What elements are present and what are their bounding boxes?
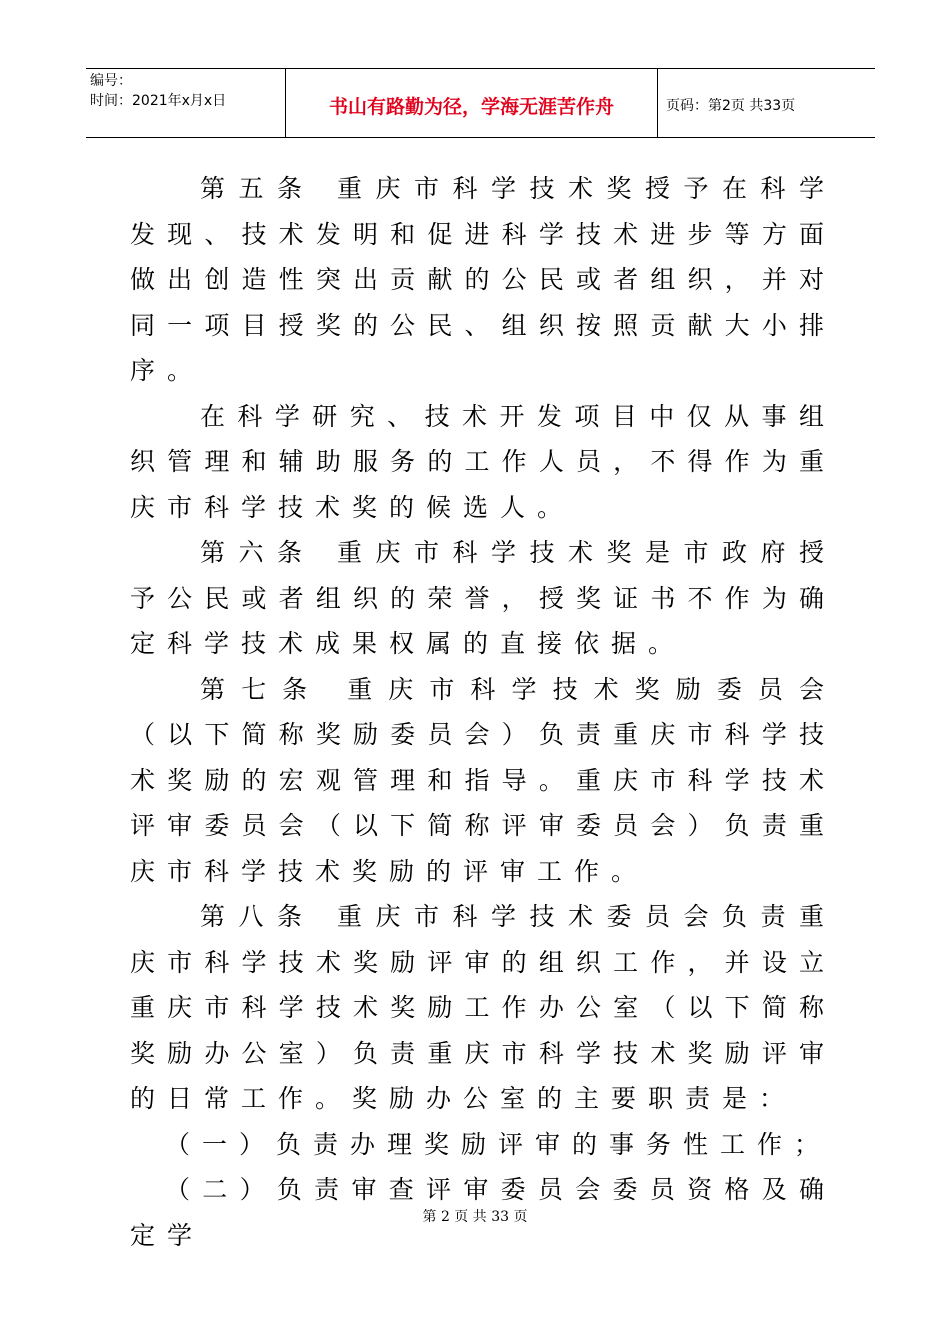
page-header	[86, 68, 875, 138]
paragraph-article-6: 第六条 重庆市科学技术奖是市政府授予公民或者组织的荣誉，授奖证书不作为确定科学技术成果权属的直接依据。	[130, 538, 836, 658]
paragraph-article-5: 第五条 重庆市科学技术奖授予在科学发现、技术发明和促进科学技术进步等方面做出创造性突出贡献的公民或者组织，并对同一项目授奖的公民、组织按照贡献大小排序。	[130, 174, 836, 385]
paragraph-article-8: 第八条 重庆市科学技术委员会负责重庆市科学技术奖励评审的组织工作，并设立重庆市科学技术奖励工作办公室（以下简称奖励办公室）负责重庆市科学技术奖励评审的日常工作。奖励办公室的主要职责是：	[130, 902, 836, 1113]
paragraph-item-1: （一）负责办理奖励评审的事务性工作；	[165, 1129, 832, 1159]
document-time: 时间：2021年x月x日	[90, 93, 227, 109]
document-body	[130, 166, 836, 1258]
paragraph-article-7: 第七条 重庆市科学技术奖励委员会（以下简称奖励委员会）负责重庆市科学技术奖励的宏观管理和指导。重庆市科学技术评审委员会（以下简称评审委员会）负责重庆市科学技术奖励的评审工作。	[130, 674, 836, 886]
header-page-number: 页码：第2页 共33页	[666, 98, 796, 114]
header-meta	[86, 69, 286, 137]
paragraph-item-2: （二）负责审查评审委员会委员资格及确定学	[130, 1175, 836, 1250]
page-footer: 第 2 页 共 33 页	[422, 1209, 528, 1225]
header-motto: 书山有路勤为径，学海无涯苦作舟	[286, 69, 658, 137]
paragraph-article-5-note: 在科学研究、技术开发项目中仅从事组织管理和辅助服务的工作人员，不得作为重庆市科学技术奖的候选人。	[130, 401, 836, 522]
document-number: 编号：	[90, 73, 132, 89]
